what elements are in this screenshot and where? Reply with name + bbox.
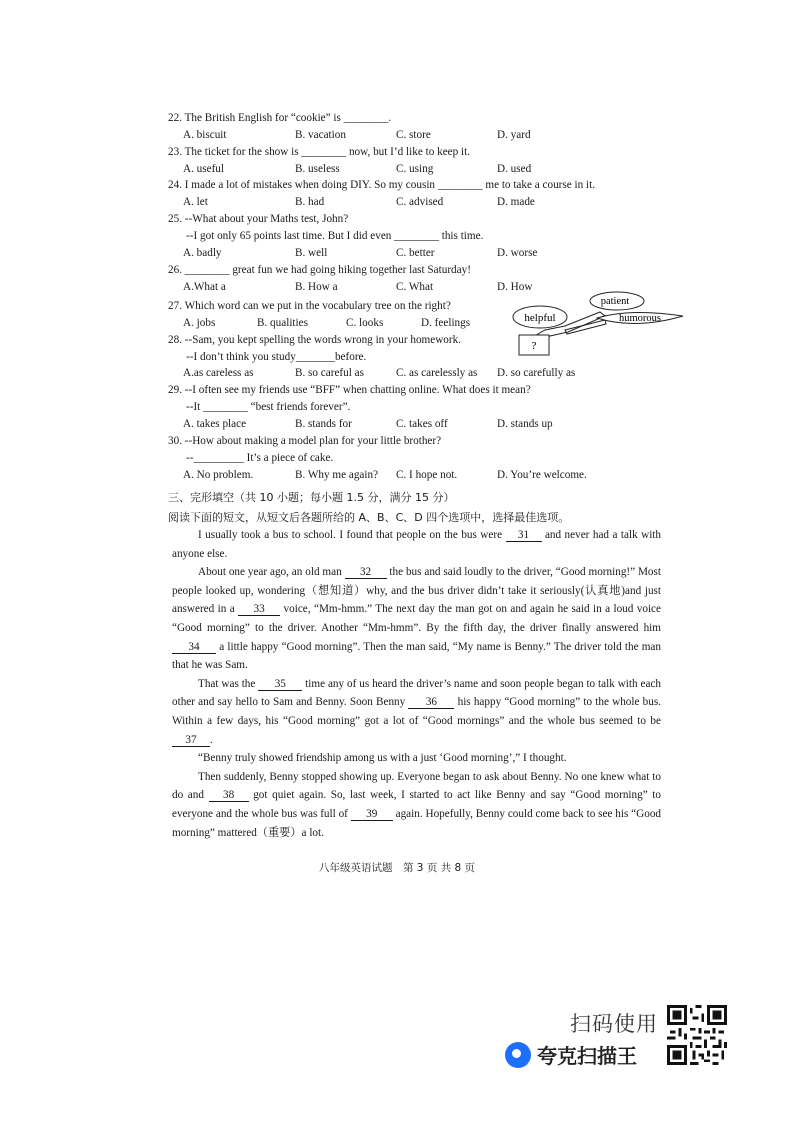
option-b: B. had — [295, 196, 325, 208]
paragraph: I usually took a bus to school. I found that people on the bus were 31 and never had a talk with anyone else. — [172, 529, 661, 560]
option-b: B. Why me again? — [295, 469, 379, 481]
question-30-reply: --_________ It’s a piece of cake. — [186, 452, 334, 464]
option-b: B. qualities — [257, 317, 308, 329]
question-number: 27. — [168, 300, 182, 312]
option-d: D. yard — [497, 129, 531, 141]
brand-logo-icon — [505, 1042, 531, 1068]
blank-31: 31 — [506, 529, 542, 542]
paragraph: About one year ago, an old man 32 the bus and said loudly to the driver, “Good morning!” Most people looked up, wondering（想知道）why, and the bus driver didn’t take it seriously(认真地)and just answered in a 33 voice, “Mm-hmm.” The next day the man got on and again he said in a loud voice “Good morning” to the driver. Another “Mm-hmm”. By the fifth day, the driver finally answered him 34 a little happy “Good morning”. Then the man said, “My name is Benny.” The driver told the man that he was Sam. — [172, 566, 661, 672]
option-b: B. stands for — [295, 418, 352, 430]
cloze-passage — [172, 526, 661, 842]
blank-36: 36 — [408, 696, 454, 709]
option-a: A.as careless as — [183, 367, 254, 379]
blank-35: 35 — [258, 678, 302, 691]
question-26 — [168, 263, 471, 277]
option-b: B. so careful as — [295, 367, 364, 379]
blank-34: 34 — [172, 641, 216, 654]
question-stem: I made a lot of mistakes when doing DIY. So my cousin ________ me to take a course in it. — [184, 179, 596, 191]
question-number: 28. — [168, 334, 182, 346]
question-number: 30. — [168, 435, 182, 447]
option-a: A. let — [183, 196, 208, 208]
option-b: B. well — [295, 247, 328, 259]
option-d: D. stands up — [497, 418, 553, 430]
question-number: 29. — [168, 384, 182, 396]
question-30 — [168, 434, 441, 448]
blank-32: 32 — [345, 566, 387, 579]
question-number: 24. — [168, 179, 182, 191]
scan-to-use-label: 扫码使用 — [570, 1012, 658, 1036]
qr-code-icon[interactable] — [667, 1005, 727, 1065]
option-d: D. made — [497, 196, 535, 208]
option-a: A. badly — [183, 247, 222, 259]
option-b: B. vacation — [295, 129, 346, 141]
question-27 — [168, 299, 451, 313]
option-d: D. worse — [497, 247, 538, 259]
question-number: 26. — [168, 264, 182, 276]
option-a: A. jobs — [183, 317, 216, 329]
leaf-humorous-text: humorous — [619, 313, 661, 324]
question-number: 23. — [168, 146, 182, 158]
option-a: A. takes place — [183, 418, 247, 430]
blank-33: 33 — [238, 603, 280, 616]
blank-38: 38 — [209, 789, 249, 802]
option-a: A. useful — [183, 163, 225, 175]
option-c: C. I hope not. — [396, 469, 458, 481]
option-d: D. so carefully as — [497, 367, 576, 379]
brand-name: 夸克扫描王 — [537, 1044, 637, 1068]
section-title: 三、完形填空（共 10 小题；每小题 1.5 分，满分 15 分） — [168, 491, 455, 504]
option-c: C. store — [396, 129, 431, 141]
scanner-brand — [505, 1040, 637, 1069]
option-d: D. How — [497, 281, 533, 293]
question-number: 22. — [168, 112, 182, 124]
question-stem: --I often see my friends use “BFF” when chatting online. What does it mean? — [184, 384, 531, 396]
option-c: C. as carelessly as — [396, 367, 478, 379]
option-d: D. You’re welcome. — [497, 469, 587, 481]
section-instruction: 阅读下面的短文，从短文后各题所给的 A、B、C、D 四个选项中，选择最佳选项。 — [168, 511, 570, 524]
question-stem: The ticket for the show is ________ now, but I’d like to keep it. — [184, 146, 471, 158]
option-c: C. What — [396, 281, 434, 293]
paragraph: “Benny truly showed friendship among us with a just ‘Good morning’,” I thought. — [198, 752, 567, 765]
question-29 — [168, 383, 531, 397]
question-stem: --Sam, you kept spelling the words wrong in your homework. — [184, 334, 462, 346]
question-28 — [168, 333, 461, 347]
leaf-helpful-text: helpful — [524, 312, 556, 324]
question-stem: The British English for “cookie” is ________. — [184, 112, 392, 124]
paragraph: That was the 35 time any of us heard the driver’s name and soon people began to talk with each other and say hello to Sam and Benny. Soon Benny 36 his happy “Good morning” to the whole bus. Within a few days, his “Good morning” got a lot of “Good mornings” and the whole bus seemed to be 37 . — [172, 677, 661, 746]
leaf-patient-text: patient — [600, 296, 630, 307]
question-stem: --How about making a model plan for your little brother? — [184, 435, 442, 447]
question-22 — [168, 111, 391, 125]
question-stem: ________ great fun we had going hiking together last Saturday! — [184, 264, 471, 276]
option-c: C. takes off — [396, 418, 448, 430]
question-25 — [168, 212, 348, 226]
page-footer: 八年级英语试题 第 3 页 共 8 页 — [318, 862, 476, 874]
question-stem: Which word can we put in the vocabulary tree on the right? — [184, 300, 451, 312]
option-c: C. looks — [346, 317, 384, 329]
option-d: D. used — [497, 163, 532, 175]
question-24 — [168, 178, 595, 192]
option-b: B. useless — [295, 163, 340, 175]
blank-37: 37 — [172, 734, 210, 747]
option-c: C. using — [396, 163, 434, 175]
vocabulary-tree — [505, 290, 695, 360]
question-25-reply: --I got only 65 points last time. But I did even ________ this time. — [186, 230, 484, 242]
option-b: B. How a — [295, 281, 338, 293]
option-a: A. biscuit — [183, 129, 227, 141]
option-c: C. advised — [396, 196, 444, 208]
question-number: 25. — [168, 213, 182, 225]
paragraph: Then suddenly, Benny stopped showing up. Everyone began to ask about Benny. No one knew what to do and 38 got quiet again. So, last week, I started to act like Benny and say “Good morning” to everyone and the whole bus was full of 39 again. Hopefully, Benny could come back to see his “Good morning” mattered（重要）a lot. — [172, 770, 662, 839]
question-stem: --What about your Maths test, John? — [184, 213, 349, 225]
option-c: C. better — [396, 247, 435, 259]
option-d: D. feelings — [421, 317, 471, 329]
option-a: A. No problem. — [183, 469, 254, 481]
question-29-reply: --It ________ “best friends forever”. — [186, 401, 351, 413]
question-23 — [168, 145, 470, 159]
question-28-reply: --I don’t think you study_______before. — [186, 351, 367, 363]
option-a: A.What a — [183, 281, 226, 293]
blank-39: 39 — [351, 808, 393, 821]
tree-branch — [565, 320, 606, 334]
unknown-box-text: ? — [531, 340, 537, 352]
